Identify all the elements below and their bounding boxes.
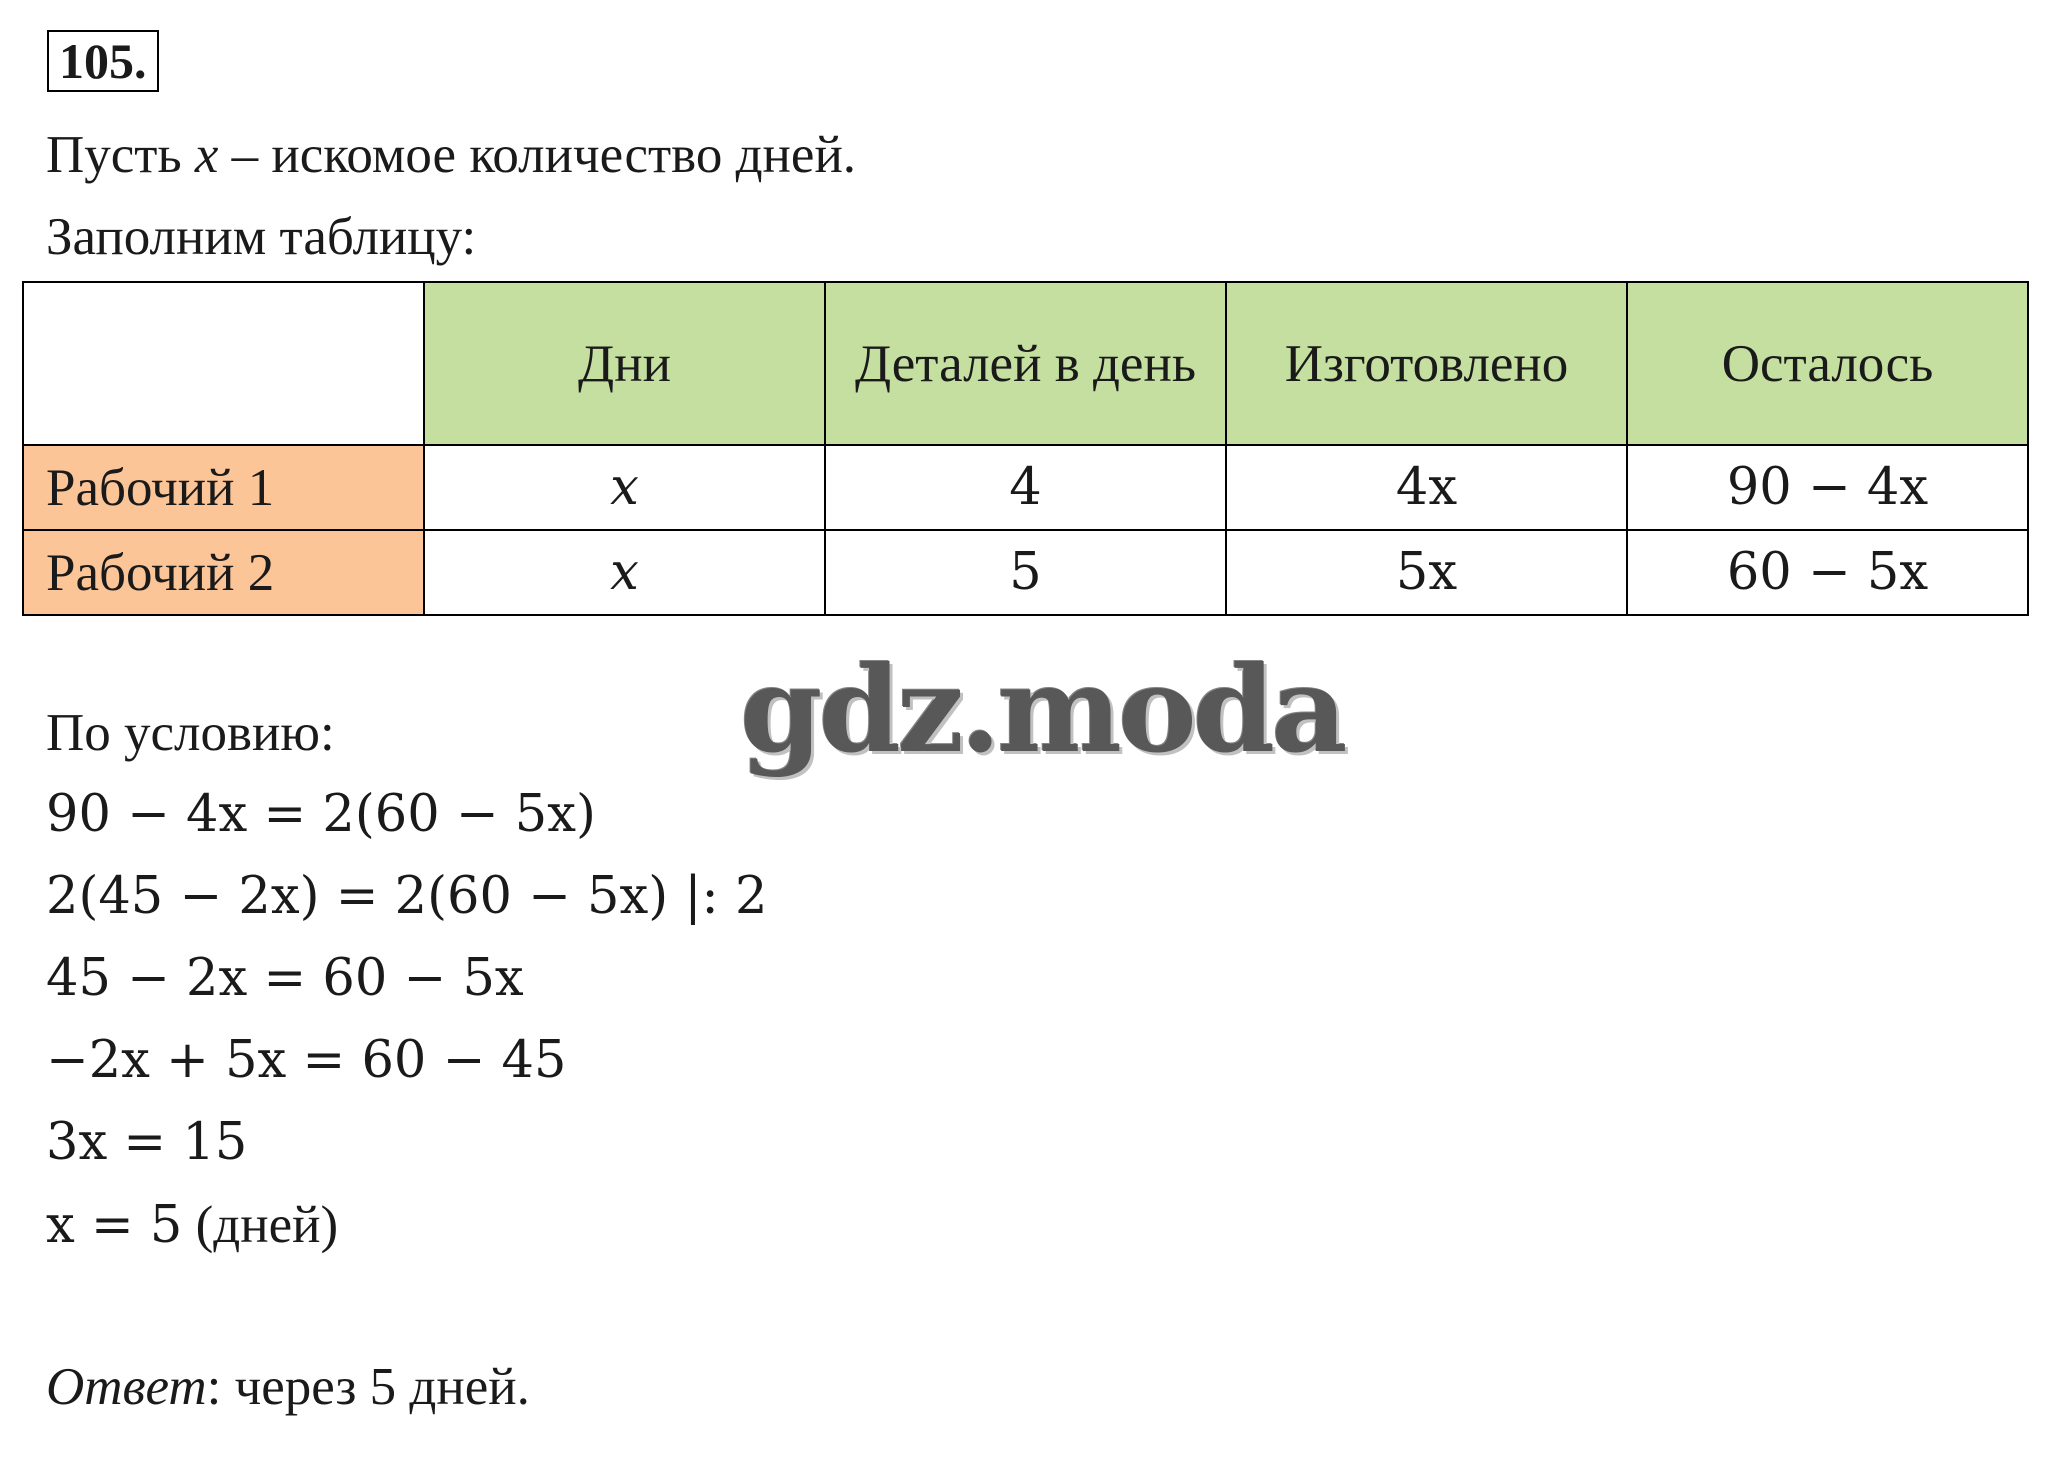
- equation-line: 90 − 4x = 2(60 − 5x): [46, 785, 596, 844]
- table-row: [23, 445, 2028, 530]
- answer-line: [46, 1356, 530, 1418]
- intro-suffix: – искомое количество дней.: [218, 126, 857, 184]
- row-label-worker-1: Рабочий 1: [23, 445, 424, 530]
- equation-line: 2(45 − 2x) = 2(60 − 5x) |: 2: [46, 867, 768, 926]
- answer-label: Ответ: [46, 1358, 207, 1416]
- final-result-line: [46, 1194, 338, 1257]
- table-header-row: [23, 282, 2028, 445]
- cell-parts-per-day: 5: [825, 530, 1226, 615]
- cell-produced: 5x: [1226, 530, 1627, 615]
- intro-prefix: Пусть: [46, 126, 195, 184]
- fill-table-line: Заполним таблицу:: [46, 208, 477, 266]
- header-parts-per-day: Деталей в день: [825, 282, 1226, 445]
- cell-remaining: 90 − 4x: [1627, 445, 2028, 530]
- table-row: [23, 530, 2028, 615]
- equation-line: 45 − 2x = 60 − 5x: [46, 949, 524, 1008]
- cell-parts-per-day: 4: [825, 445, 1226, 530]
- intro-variable: x: [194, 126, 219, 184]
- cell-days: x: [424, 445, 825, 530]
- intro-line: [46, 124, 856, 186]
- watermark-logo: gdz.moda: [740, 640, 1344, 779]
- final-result-math: x = 5: [46, 1196, 183, 1255]
- final-result-unit: (дней): [182, 1196, 339, 1254]
- cell-days: x: [424, 530, 825, 615]
- table-corner-cell: [23, 282, 424, 445]
- cell-produced: 4x: [1226, 445, 1627, 530]
- answer-text: : через 5 дней.: [206, 1358, 530, 1416]
- header-days: Дни: [424, 282, 825, 445]
- row-label-worker-2: Рабочий 2: [23, 530, 424, 615]
- condition-label: По условию:: [46, 704, 335, 762]
- header-produced: Изготовлено: [1226, 282, 1627, 445]
- header-remaining: Осталось: [1627, 282, 2028, 445]
- data-table: [22, 281, 2029, 616]
- equation-line: −2x + 5x = 60 − 45: [46, 1031, 567, 1090]
- equation-line: 3x = 15: [46, 1113, 248, 1172]
- problem-number: 105.: [47, 30, 159, 92]
- cell-remaining: 60 − 5x: [1627, 530, 2028, 615]
